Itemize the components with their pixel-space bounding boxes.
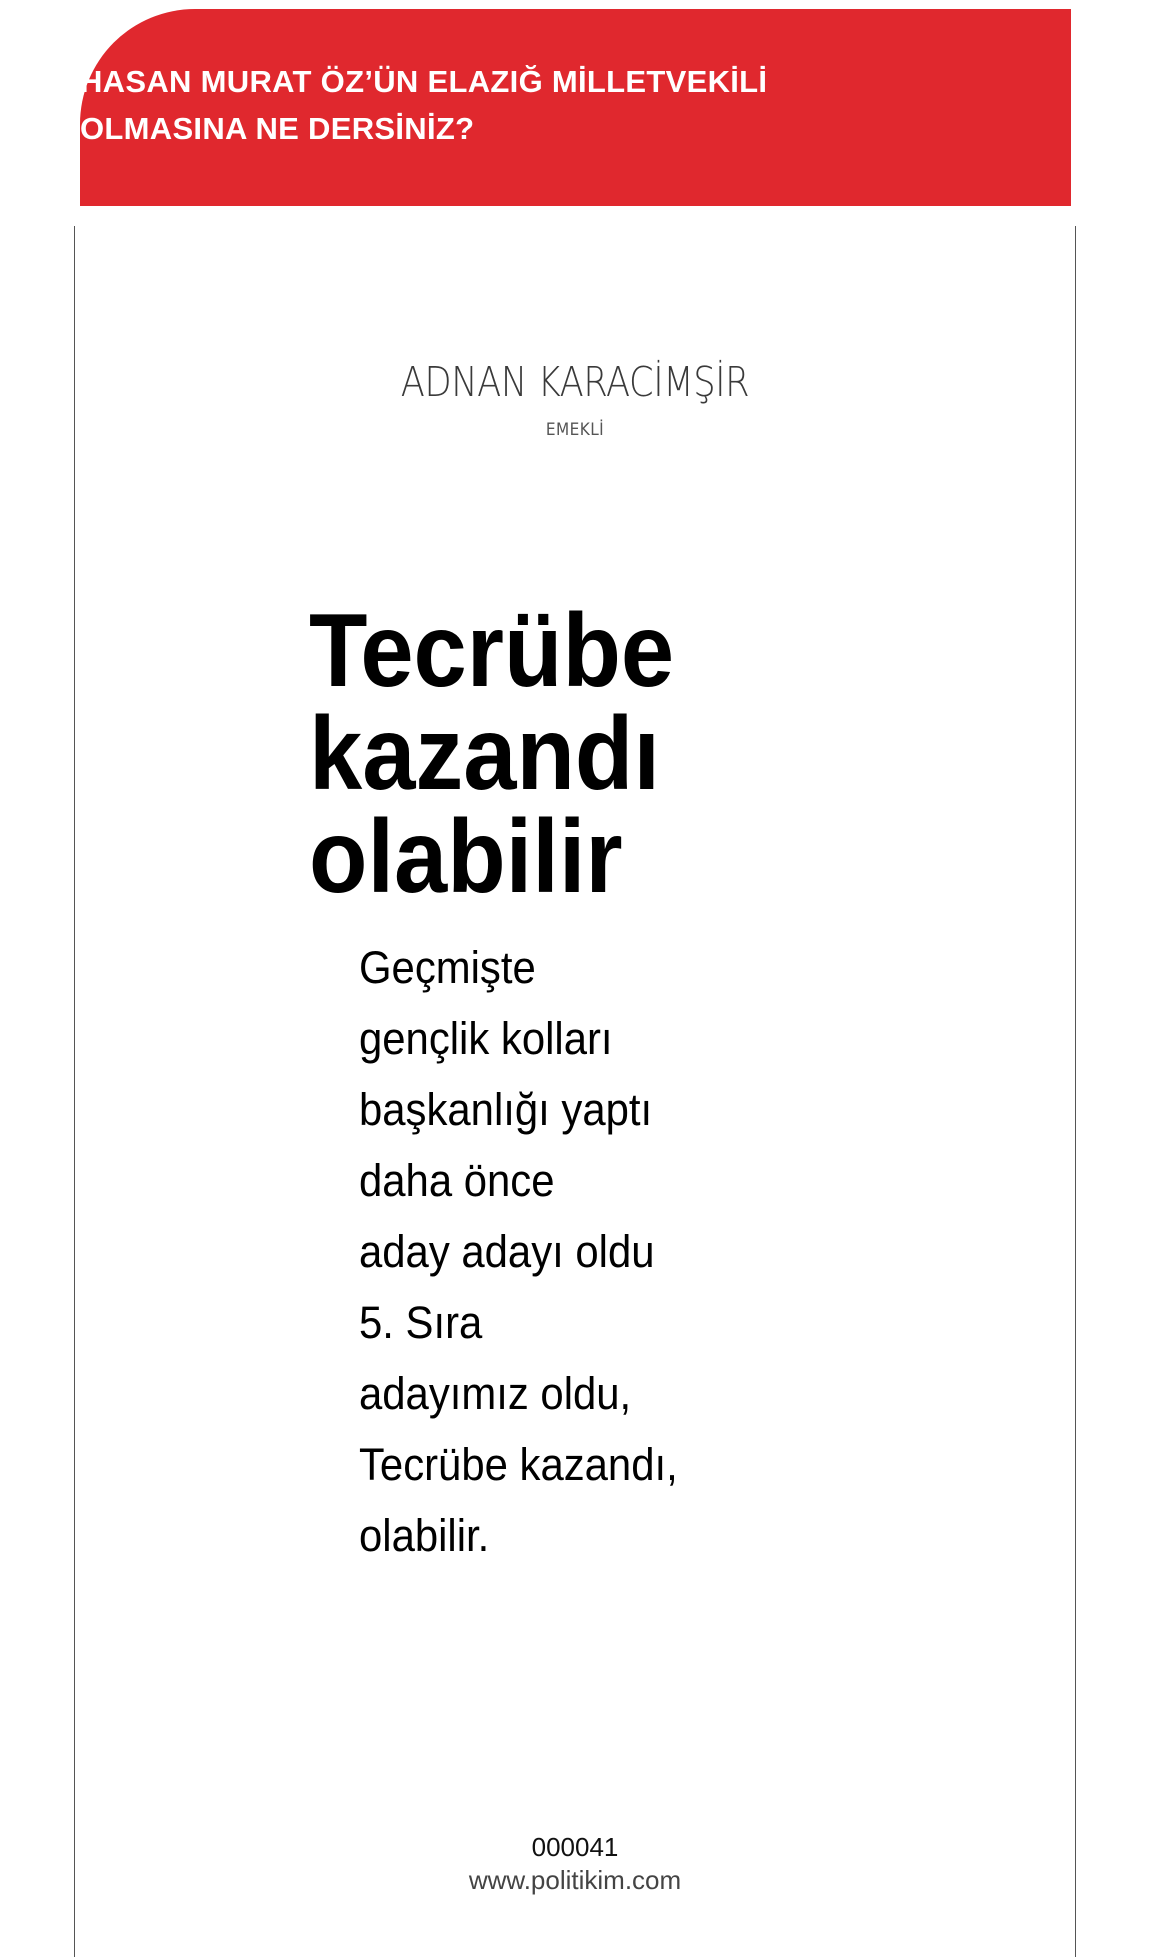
body-line: gençlik kolları [359,1013,613,1064]
header-title [80,58,1020,152]
body-text [359,932,702,1571]
header-title-line-1: HASAN MURAT ÖZ’ÜN ELAZIĞ MİLLETVEKİLİ [80,64,768,99]
body-line: aday adayı oldu [359,1226,655,1277]
card-border-left [74,226,75,1957]
headline-line: kazandı [309,696,660,812]
headline [309,593,675,915]
website-link[interactable]: www.politikim.com [468,1865,682,1895]
body-line: Tecrübe kazandı, [359,1439,678,1490]
body-line: Geçmişte [359,942,536,993]
header-title-line-2: OLMASINA NE DERSİNİZ? [80,111,475,146]
headline-line: Tecrübe [309,593,675,709]
body-line: 5. Sıra [359,1297,483,1348]
headline-line: olabilir [309,799,623,915]
body-line: adayımız oldu, [359,1368,632,1419]
body-line: olabilir. [359,1510,490,1561]
body-line: başkanlığı yaptı [359,1084,653,1135]
page-number: 000041 [531,1832,619,1862]
card-border-right [1075,226,1076,1957]
author-name: ADNAN KARACİMŞİR [400,358,750,406]
body-line: daha önce [359,1155,555,1206]
author-role: EMEKLİ [545,420,605,440]
